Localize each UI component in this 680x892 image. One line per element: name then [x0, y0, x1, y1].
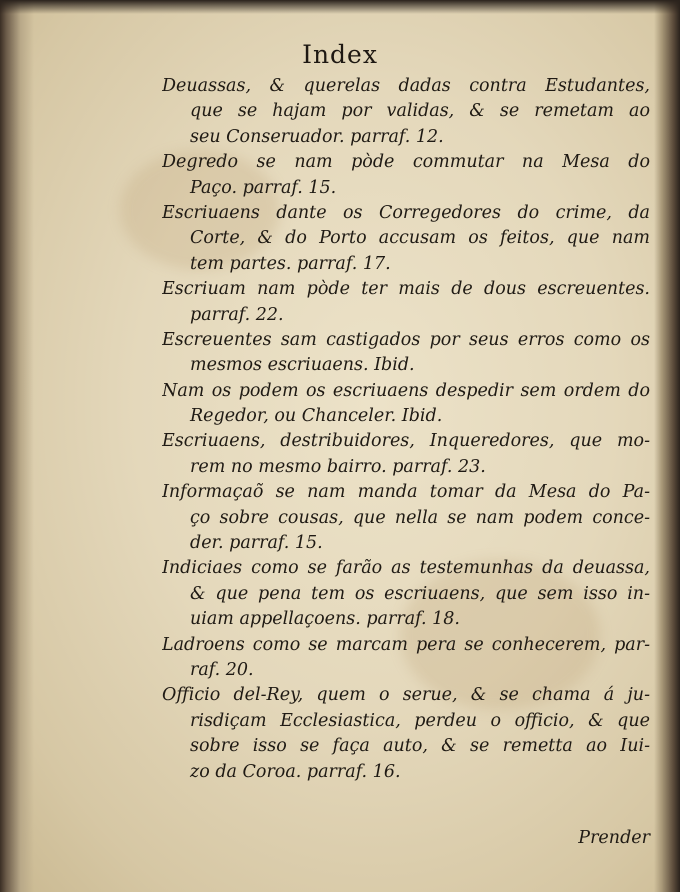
page-edge-left [0, 0, 34, 892]
index-entry-line: Escriuaens dante os Corregedores do crime, da [162, 202, 650, 223]
index-entry-line: Degredo se nam pòde commutar na Mesa do [162, 152, 650, 173]
index-entry [162, 150, 650, 201]
index-entry [162, 328, 650, 379]
index-entries [162, 74, 650, 785]
index-entry-line: & que pena tem os escriuaens, que sem isso in- [190, 583, 650, 604]
index-entry-line: seu Conseruador. parraf. 12. [190, 126, 444, 147]
index-entry-line: Nam os podem os escriuaens despedir sem ordem do [162, 380, 650, 401]
page-edge-right [654, 0, 680, 892]
index-entry-line: mesmos escriuaens. Ibid. [190, 355, 415, 376]
index-entry-line: rem no mesmo bairro. parraf. 23. [190, 456, 486, 477]
index-entry-line: Escriuam nam pòde ter mais de dous escreuentes. [162, 279, 650, 300]
index-entry-line: uiam appellaçoens. parraf. 18. [190, 609, 460, 630]
page-edge-top [0, 0, 680, 14]
index-entry-line: der. parraf. 15. [190, 533, 323, 554]
index-entry [162, 480, 650, 556]
index-entry [162, 379, 650, 430]
index-entry-line: parraf. 22. [190, 304, 284, 325]
index-entry [162, 277, 650, 328]
catchword: Prender [578, 828, 650, 848]
index-entry-line: risdiçam Ecclesiastica, perdeu o officio, & que [190, 710, 650, 731]
index-entry-line: Regedor, ou Chanceler. Ibid. [190, 406, 443, 427]
index-entry-line: ço sobre cousas, que nella se nam podem conce- [190, 507, 650, 528]
index-entry-line: Indiciaes como se farão as testemunhas da deuassa, [162, 558, 650, 579]
page-title: Index [302, 40, 378, 69]
index-entry-line: Paço. parraf. 15. [190, 177, 337, 198]
index-entry-line: Corte, & do Porto accusam os feitos, que nam [190, 228, 650, 249]
index-entry [162, 683, 650, 785]
index-entry [162, 74, 650, 150]
index-entry-line: zo da Coroa. parraf. 16. [190, 761, 401, 782]
index-entry [162, 633, 650, 684]
index-entry-line: raf. 20. [190, 659, 254, 680]
index-entry-line: Escriuaens, destribuidores, Inqueredores, que mo- [162, 431, 650, 452]
index-entry-line: que se hajam por validas, & se remetam ao [190, 101, 650, 122]
index-entry-line: Officio del-Rey, quem o serue, & se chama á ju- [162, 685, 650, 706]
index-entry-line: tem partes. parraf. 17. [190, 253, 391, 274]
index-entry-line: sobre isso se faça auto, & se remetta ao Iui- [190, 736, 650, 757]
index-entry [162, 429, 650, 480]
index-entry-line: Ladroens como se marcam pera se conhecerem, par- [162, 634, 650, 655]
index-entry [162, 556, 650, 632]
index-entry-line: Informaçaõ se nam manda tomar da Mesa do Pa- [162, 482, 650, 503]
index-entry-line: Deuassas, & querelas dadas contra Estudantes, [162, 76, 650, 96]
index-entry [162, 201, 650, 277]
index-entry-line: Escreuentes sam castigados por seus erros como os [162, 329, 650, 350]
